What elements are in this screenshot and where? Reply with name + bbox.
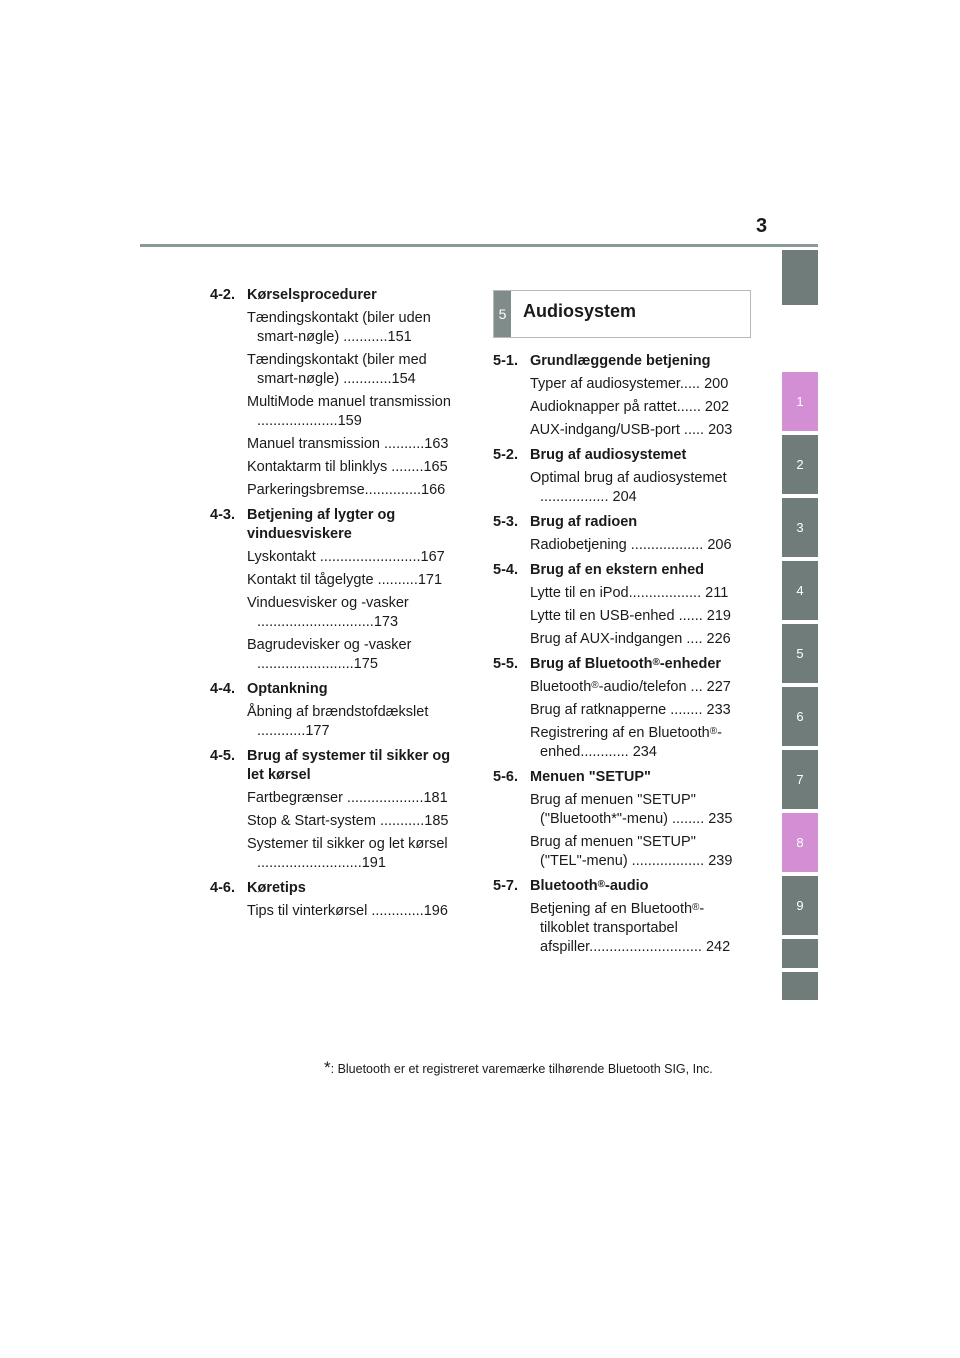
chapter-header	[493, 290, 751, 338]
toc-entry[interactable]: Tændingskontakt (biler uden smart-nøgle) ...........151	[247, 310, 431, 345]
toc-entry[interactable]: Audioknapper på rattet...... 202	[530, 399, 730, 415]
chapter-tab-8[interactable]: 8	[782, 813, 818, 872]
section-title: Brug af radioen	[530, 514, 638, 530]
section-number: 4-4.	[210, 681, 235, 697]
page-number: 3	[756, 215, 768, 237]
section-number: 5-7.	[493, 878, 518, 894]
chapter-tab-9[interactable]: 9	[782, 876, 818, 935]
toc-entry[interactable]: Lyskontakt .........................167	[247, 549, 445, 565]
toc-entry[interactable]: Fartbegrænser ...................181	[247, 790, 448, 806]
toc-entry[interactable]: Kontakt til tågelygte ..........171	[247, 572, 443, 588]
section-heading	[210, 680, 458, 699]
section-heading	[210, 286, 458, 305]
chapter-tab-4[interactable]: 4	[782, 561, 818, 620]
section-heading	[493, 655, 741, 674]
chapter-tab[interactable]	[782, 250, 818, 305]
toc-entry[interactable]: Bluetooth®-audio/telefon ... 227	[530, 679, 731, 695]
header-rule	[140, 244, 818, 247]
section-title: Menuen "SETUP"	[530, 769, 651, 785]
section-title: Brug af Bluetooth®-enheder	[530, 656, 722, 672]
toc-entry[interactable]: Åbning af brændstofdækslet ............177	[247, 704, 429, 739]
section-number: 5-2.	[493, 447, 518, 463]
toc-entry[interactable]: Brug af ratknapperne ........ 233	[530, 702, 731, 718]
toc-entry[interactable]: MultiMode manuel transmission ....................159	[247, 394, 451, 429]
toc-right-column	[493, 352, 741, 957]
chapter-tab-7[interactable]: 7	[782, 750, 818, 809]
chapter-tab[interactable]	[782, 972, 818, 1000]
footnote-text: : Bluetooth er et registreret varemærke tilhørende Bluetooth SIG, Inc.	[330, 1062, 713, 1076]
section-number: 4-3.	[210, 507, 235, 523]
section-number: 5-3.	[493, 514, 518, 530]
toc-entry[interactable]: Vinduesvisker og -vasker .............................173	[247, 595, 409, 630]
toc-entry[interactable]: Systemer til sikker og let kørsel ..........................191	[247, 836, 448, 871]
footnote	[324, 1058, 713, 1082]
section-number: 5-1.	[493, 353, 518, 369]
section-number: 4-2.	[210, 287, 235, 303]
toc-entry[interactable]: Kontaktarm til blinklys ........165	[247, 459, 448, 475]
section-heading	[493, 561, 741, 580]
toc-entry[interactable]: Radiobetjening .................. 206	[530, 537, 732, 553]
toc-entry[interactable]: Manuel transmission ..........163	[247, 436, 449, 452]
toc-entry[interactable]: Tændingskontakt (biler med smart-nøgle) ............154	[247, 352, 427, 387]
section-heading	[210, 747, 458, 785]
section-title: Betjening af lygter og vinduesviskere	[247, 507, 396, 542]
toc-entry[interactable]: Stop & Start-system ...........185	[247, 813, 449, 829]
chapter-tab-2[interactable]: 2	[782, 435, 818, 494]
section-heading	[493, 446, 741, 465]
toc-entry[interactable]: Parkeringsbremse..............166	[247, 482, 446, 498]
section-number: 5-6.	[493, 769, 518, 785]
toc-entry[interactable]: Lytte til en USB-enhed ...... 219	[530, 608, 731, 624]
toc-entry[interactable]: Registrering af en Bluetooth®-enhed............ 234	[530, 725, 722, 760]
toc-entry[interactable]: Brug af menuen "SETUP" ("TEL"-menu) .................. 239	[530, 834, 733, 869]
toc-entry[interactable]: Optimal brug af audiosystemet ................. 204	[530, 470, 727, 505]
section-heading	[493, 513, 741, 532]
section-title: Optankning	[247, 681, 328, 697]
section-title: Køretips	[247, 880, 306, 896]
chapter-title: Audiosystem	[523, 301, 637, 321]
chapter-tab[interactable]	[782, 939, 818, 968]
section-number: 4-5.	[210, 748, 235, 764]
section-heading	[493, 768, 741, 787]
toc-left-column	[210, 286, 458, 921]
toc-entry[interactable]: Typer af audiosystemer..... 200	[530, 376, 729, 392]
section-heading	[210, 879, 458, 898]
section-title: Brug af en ekstern enhed	[530, 562, 705, 578]
section-number: 5-4.	[493, 562, 518, 578]
chapter-tab-3[interactable]: 3	[782, 498, 818, 557]
toc-entry[interactable]: Bagrudevisker og -vasker ........................175	[247, 637, 412, 672]
toc-entry[interactable]: AUX-indgang/USB-port ..... 203	[530, 422, 733, 438]
toc-entry[interactable]: Tips til vinterkørsel .............196	[247, 903, 448, 919]
toc-entry[interactable]: Brug af menuen "SETUP" ("Bluetooth*"-menu) ........ 235	[530, 792, 733, 827]
section-title: Grundlæggende betjening	[530, 353, 711, 369]
section-heading	[210, 506, 458, 544]
section-title: Brug af systemer til sikker og let kørsel	[247, 748, 451, 783]
section-number: 4-6.	[210, 880, 235, 896]
section-title: Kørselsprocedurer	[247, 287, 377, 303]
section-heading	[493, 352, 741, 371]
chapter-tab-5[interactable]: 5	[782, 624, 818, 683]
section-heading	[493, 877, 741, 896]
section-title: Bluetooth®-audio	[530, 878, 649, 894]
chapter-tab-6[interactable]: 6	[782, 687, 818, 746]
toc-entry[interactable]: Brug af AUX-indgangen .... 226	[530, 631, 731, 647]
section-title: Brug af audiosystemet	[530, 447, 687, 463]
chapter-number: 5	[494, 291, 511, 337]
chapter-tab-1[interactable]: 1	[782, 372, 818, 431]
toc-entry[interactable]: Betjening af en Bluetooth®-tilkoblet transportabel afspiller............................ 242	[530, 901, 731, 955]
toc-entry[interactable]: Lytte til en iPod.................. 211	[530, 585, 729, 601]
section-number: 5-5.	[493, 656, 518, 672]
footnote-marker: *	[324, 1058, 331, 1077]
